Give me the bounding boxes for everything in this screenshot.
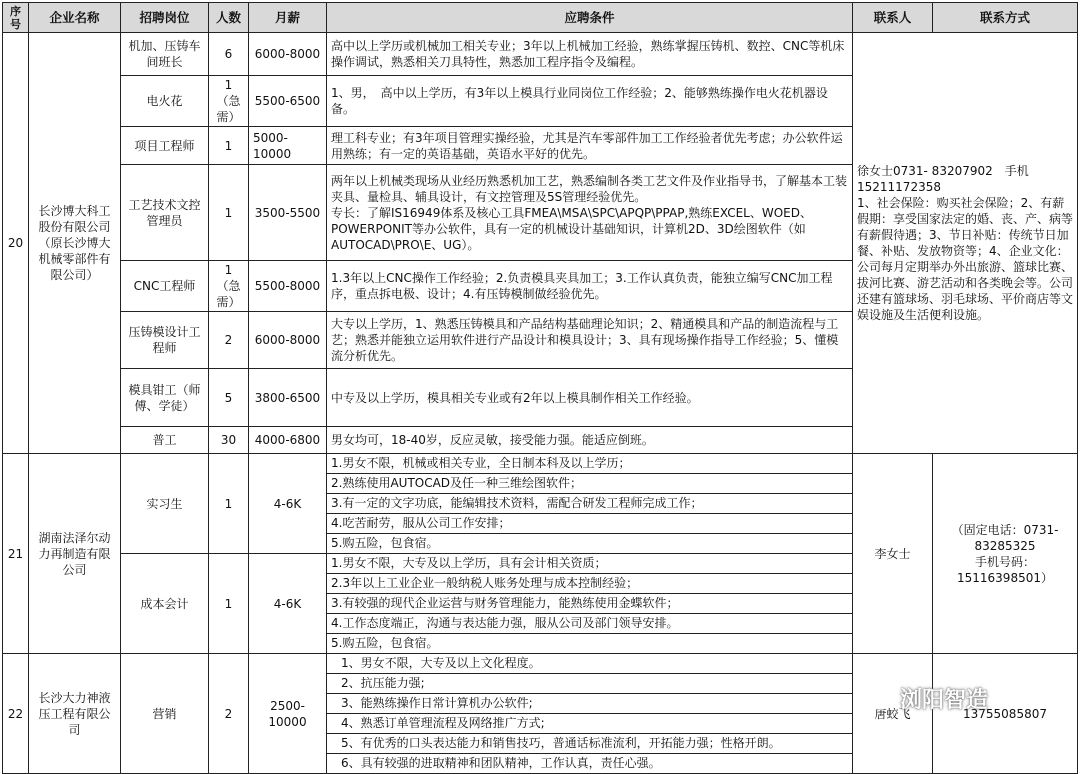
recruitment-table-page bbox=[2, 2, 1077, 770]
company-contact-method: 13755085807 bbox=[933, 654, 1078, 774]
job-position: 营销 bbox=[121, 654, 209, 774]
table-row bbox=[3, 454, 1078, 554]
requirement-line: 1.男女不限，大专及以上学历，具有会计相关资质； bbox=[327, 554, 852, 574]
header-contact-method: 联系方式 bbox=[933, 3, 1078, 33]
job-position: 成本会计 bbox=[121, 554, 209, 654]
requirement-line: 2、抗压能力强; bbox=[327, 674, 852, 694]
job-count: 5 bbox=[209, 369, 249, 427]
job-requirements: 理工科专业；有3年项目管理实操经验，尤其是汽车零部件加工工作经验者优先考虑；办公软件运用熟练；有一定的英语基础，英语水平好的优先。 bbox=[327, 127, 853, 165]
job-requirements: 高中以上学历或机械加工相关专业；3年以上机械加工经验，熟练掌握压铸机、数控、CNC等机床操作调试，熟悉相关刀具特性，熟悉加工程序指令及编程。 bbox=[327, 33, 853, 76]
requirement-line: 4、熟悉订单管理流程及网络推广方式; bbox=[327, 714, 852, 734]
table-row bbox=[3, 33, 1078, 76]
header-contact: 联系人 bbox=[853, 3, 933, 33]
job-count: 2 bbox=[209, 312, 249, 369]
requirement-line: 5、有优秀的口头表达能力和销售技巧，普通话标准流利，开拓能力强；性格开朗。 bbox=[327, 734, 852, 754]
requirement-line: 5.购五险，包食宿。 bbox=[331, 636, 439, 650]
job-count: 1 bbox=[209, 165, 249, 261]
job-position: 机加、压铸车间班长 bbox=[121, 33, 209, 76]
requirement-line: 2.3年以上工业企业一般纳税人账务处理与成本控制经验； bbox=[327, 574, 852, 594]
company-no: 20 bbox=[3, 33, 29, 454]
company-contact: 唐蛟飞 bbox=[853, 654, 933, 774]
job-salary: 3500-5500 bbox=[249, 165, 327, 261]
header-company: 企业名称 bbox=[29, 3, 121, 33]
company-name: 长沙大力神液压工程有限公司 bbox=[29, 654, 121, 774]
job-requirements: 男女均可，18-40岁，反应灵敏，接受能力强。能适应倒班。 bbox=[327, 427, 853, 454]
job-count: 1 bbox=[209, 127, 249, 165]
job-salary: 2500-10000 bbox=[249, 654, 327, 774]
job-requirements: 中专及以上学历，模具相关专业或有2年以上模具制作相关工作经验。 bbox=[327, 369, 853, 427]
job-salary: 4-6K bbox=[249, 454, 327, 554]
job-count: 6 bbox=[209, 33, 249, 76]
company-contact: 李女士 bbox=[853, 454, 933, 654]
table-row bbox=[3, 654, 1078, 774]
job-salary: 6000-8000 bbox=[249, 33, 327, 76]
job-salary: 4000-6800 bbox=[249, 427, 327, 454]
job-salary: 5500-6500 bbox=[249, 76, 327, 127]
job-requirements: 1、男， 高中以上学历，有3年以上模具行业同岗位工作经验；2、能够熟练操作电火花机器设备。 bbox=[327, 76, 853, 127]
requirement-line: 3、能熟练操作日常计算机办公软件; bbox=[327, 694, 852, 714]
job-count: 2 bbox=[209, 654, 249, 774]
header-count: 人数 bbox=[209, 3, 249, 33]
header-row bbox=[3, 3, 1078, 33]
job-position: 模具钳工（师傅、学徒） bbox=[121, 369, 209, 427]
job-count: 1（急需） bbox=[209, 261, 249, 312]
watermark-text: 浏阳智造 bbox=[900, 687, 989, 713]
job-requirements: 两年以上机械类现场从业经历熟悉机加工艺，熟悉编制各类工艺文件及作业指导书，了解基本工装夹具、量检具、辅具设计，有文控管理及5S管理经验优先。 专长：了解IS16949体系及核心工具FMEA\MSA\SPC\APQP\PPAP,熟练EXCEL、WOED、POWERPONIT等办公软件，具有一定的机械设计基础知识，计算机2D、3D绘图软件（如AUTOCAD\PRO\E、UG）。 bbox=[327, 165, 853, 261]
job-requirements-list bbox=[327, 454, 853, 554]
header-requirements: 应聘条件 bbox=[327, 3, 853, 33]
company-name: 长沙博大科工股份有限公司（原长沙博大机械零部件有限公司） bbox=[29, 33, 121, 454]
job-position: 项目工程师 bbox=[121, 127, 209, 165]
job-position: 压铸模设计工程师 bbox=[121, 312, 209, 369]
requirement-line: 1.男女不限，机械或相关专业，全日制本科及以上学历； bbox=[327, 454, 852, 474]
requirement-line: 4.吃苦耐劳，服从公司工作安排； bbox=[327, 514, 852, 534]
company-name: 湖南法泽尔动力再制造有限公司 bbox=[29, 454, 121, 654]
job-salary: 5500-8000 bbox=[249, 261, 327, 312]
requirement-line: 5.购五险，包食宿。 bbox=[331, 536, 439, 550]
job-count: 1 bbox=[209, 554, 249, 654]
job-position: CNC工程师 bbox=[121, 261, 209, 312]
job-position: 电火花 bbox=[121, 76, 209, 127]
job-position: 工艺技术文控管理员 bbox=[121, 165, 209, 261]
requirement-line: 3.有一定的文字功底，能编辑技术资料，需配合研发工程师完成工作； bbox=[327, 494, 852, 514]
requirement-line: 1、男女不限，大专及以上文化程度。 bbox=[327, 654, 852, 674]
job-count: 30 bbox=[209, 427, 249, 454]
job-count: 1 bbox=[209, 454, 249, 554]
job-requirements: 大专以上学历，1、熟悉压铸模具和产品结构基础理论知识；2、精通模具和产品的制造流程与工艺；熟悉并能独立运用软件进行产品设计和模具设计；3、具有现场操作指导工作经验；5、懂模流分析优先。 bbox=[327, 312, 853, 369]
requirement-line: 2.熟练使用AUTOCAD及任一种三维绘图软件； bbox=[327, 474, 852, 494]
company-contact-method: （固定电话：0731-83285325 手机号码：15116398501） bbox=[933, 454, 1078, 654]
job-requirements-list bbox=[327, 654, 853, 774]
company-no: 21 bbox=[3, 454, 29, 654]
header-position: 招聘岗位 bbox=[121, 3, 209, 33]
job-salary: 3800-6500 bbox=[249, 369, 327, 427]
job-count: 1（急需） bbox=[209, 76, 249, 127]
job-salary: 4-6K bbox=[249, 554, 327, 654]
header-salary: 月薪 bbox=[249, 3, 327, 33]
requirement-line: 3.有较强的现代企业运营与财务管理能力，能熟练使用金蝶软件； bbox=[327, 594, 852, 614]
company-no: 22 bbox=[3, 654, 29, 774]
job-position: 实习生 bbox=[121, 454, 209, 554]
job-salary: 5000-10000 bbox=[249, 127, 327, 165]
job-position: 普工 bbox=[121, 427, 209, 454]
requirement-line: 4.工作态度端正，沟通与表达能力强，服从公司及部门领导安排。 bbox=[327, 614, 852, 634]
job-requirements: 1.3年以上CNC操作工作经验；2.负责模具夹具加工；3.工作认真负责，能独立编写CNC加工程序，重点拆电极、设计；4.有压铸模制做经验优先。 bbox=[327, 261, 853, 312]
header-no: 序号 bbox=[3, 3, 29, 33]
job-salary: 6000-8000 bbox=[249, 312, 327, 369]
requirement-line: 6、具有较强的进取精神和团队精神，工作认真，责任心强。 bbox=[341, 756, 661, 770]
recruitment-table bbox=[2, 2, 1078, 774]
job-requirements-list bbox=[327, 554, 853, 654]
company-contact-benefits: 徐女士0731- 83207902 手机15211172358 1、社会保险：购买社会保险；2、有薪假期：享受国家法定的婚、丧、产、病等有薪假待遇；3、节日补贴：传统节日加餐、补贴、发放物资等；4、企业文化：公司每月定期举办外出旅游、篮球比赛、拔河比赛、游艺活动和各类晚会等。公司还建有篮球场、羽毛球场、平价商店等文娱设施及生活便利设施。 bbox=[853, 33, 1078, 454]
